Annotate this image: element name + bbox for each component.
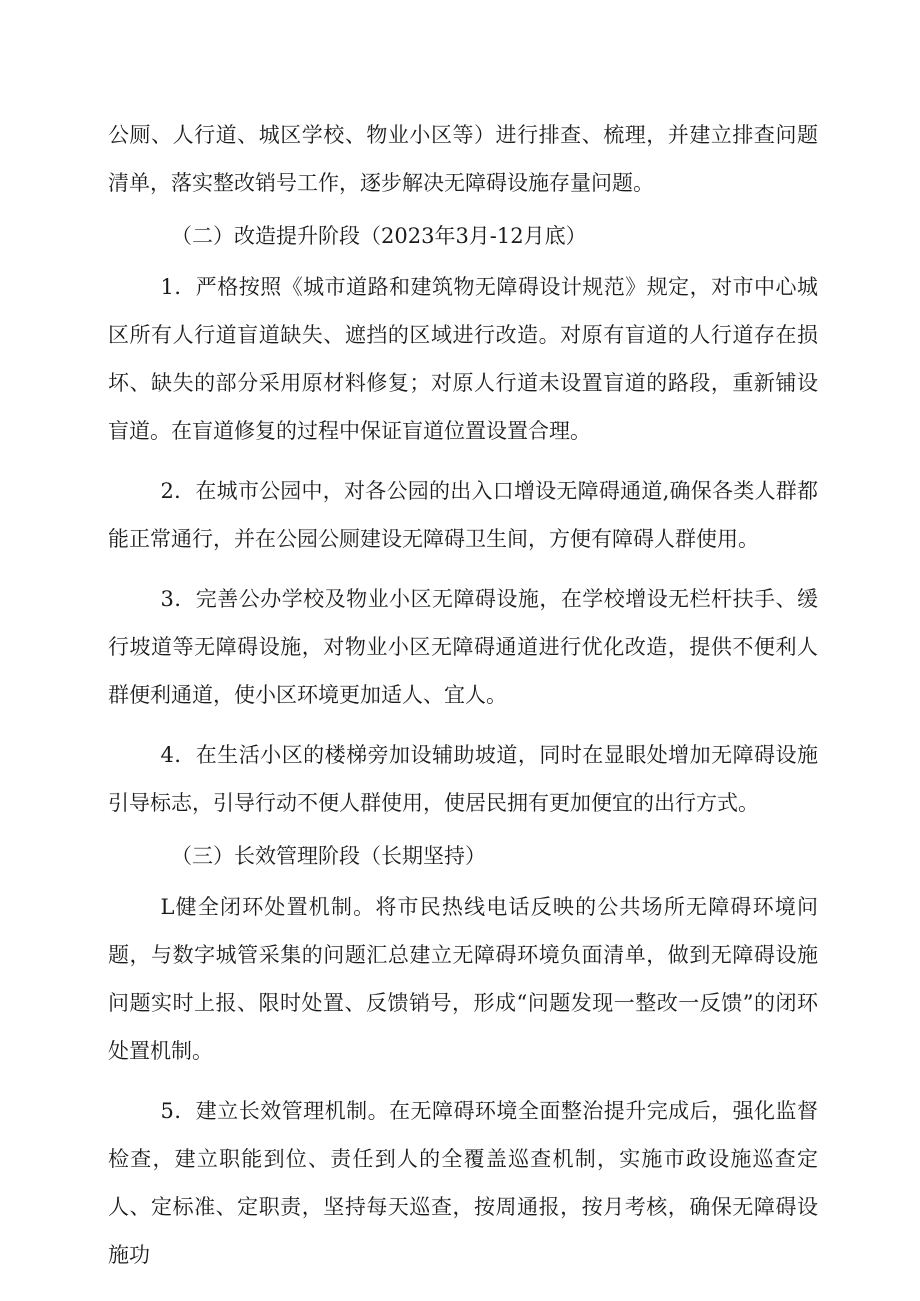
paragraph-continuation: 公厕、人行道、城区学校、物业小区等）进行排查、梳理，并建立排查问题清单，落实整改销号工作，逐步解决无障碍设施存量问题。 xyxy=(108,123,818,195)
paragraph-item-closed-loop: L健全闭环处置机制。将市民热线电话反映的公共场所无障碍环境问题，与数字城管采集的问题汇总建立无障碍环境负面清单，做到无障碍设施问题实时上报、限时处置、反馈销号，形成“问题发现一整改一反馈”的闭环处置机制。 xyxy=(108,895,818,1063)
section-heading-stage-two: （二）改造提升阶段（2023年3月-12月底） xyxy=(171,224,587,248)
paragraph-item-4: 4．在生活小区的楼梯旁加设辅助坡道，同时在显眼处增加无障碍设施引导标志，引导行动不便人群使用，使居民拥有更加便宜的出行方式。 xyxy=(108,743,818,815)
paragraph-gap xyxy=(108,719,818,731)
paragraph-item-3: 3．完善公办学校及物业小区无障碍设施，在学校增设无栏杆扶手、缓行坡道等无障碍设施，对物业小区无障碍通道进行优化改造，提供不便利人群便利通道，使小区环境更加适人、宜人。 xyxy=(108,587,818,707)
paragraph-item-2: 2．在城市公园中，对各公园的出入口增设无障碍通道,确保各类人群都能正常通行，并在公园公厕建设无障碍卫生间，方便有障碍人群使用。 xyxy=(108,479,818,551)
document-body xyxy=(108,111,818,1279)
paragraph-gap xyxy=(108,1075,818,1087)
paragraph-gap xyxy=(108,563,818,575)
paragraph-gap xyxy=(108,455,818,467)
section-heading-stage-three: （三）长效管理阶段（长期坚持） xyxy=(171,844,486,868)
paragraph-item-1: 1．严格按照《城市道路和建筑物无障碍设计规范》规定，对市中心城区所有人行道盲道缺失、遮挡的区域进行改造。对原有盲道的人行道存在损坏、缺失的部分采用原材料修复；对原人行道未设置盲道的路段，重新铺设盲道。在盲道修复的过程中保证盲道位置设置合理。 xyxy=(108,275,818,443)
paragraph-item-5: 5．建立长效管理机制。在无障碍环境全面整治提升完成后，强化监督检查，建立职能到位、责任到人的全覆盖巡查机制，实施市政设施巡查定人、定标准、定职责，坚持每天巡查，按周通报，按月考核，确保无障碍设施功 xyxy=(108,1099,818,1267)
